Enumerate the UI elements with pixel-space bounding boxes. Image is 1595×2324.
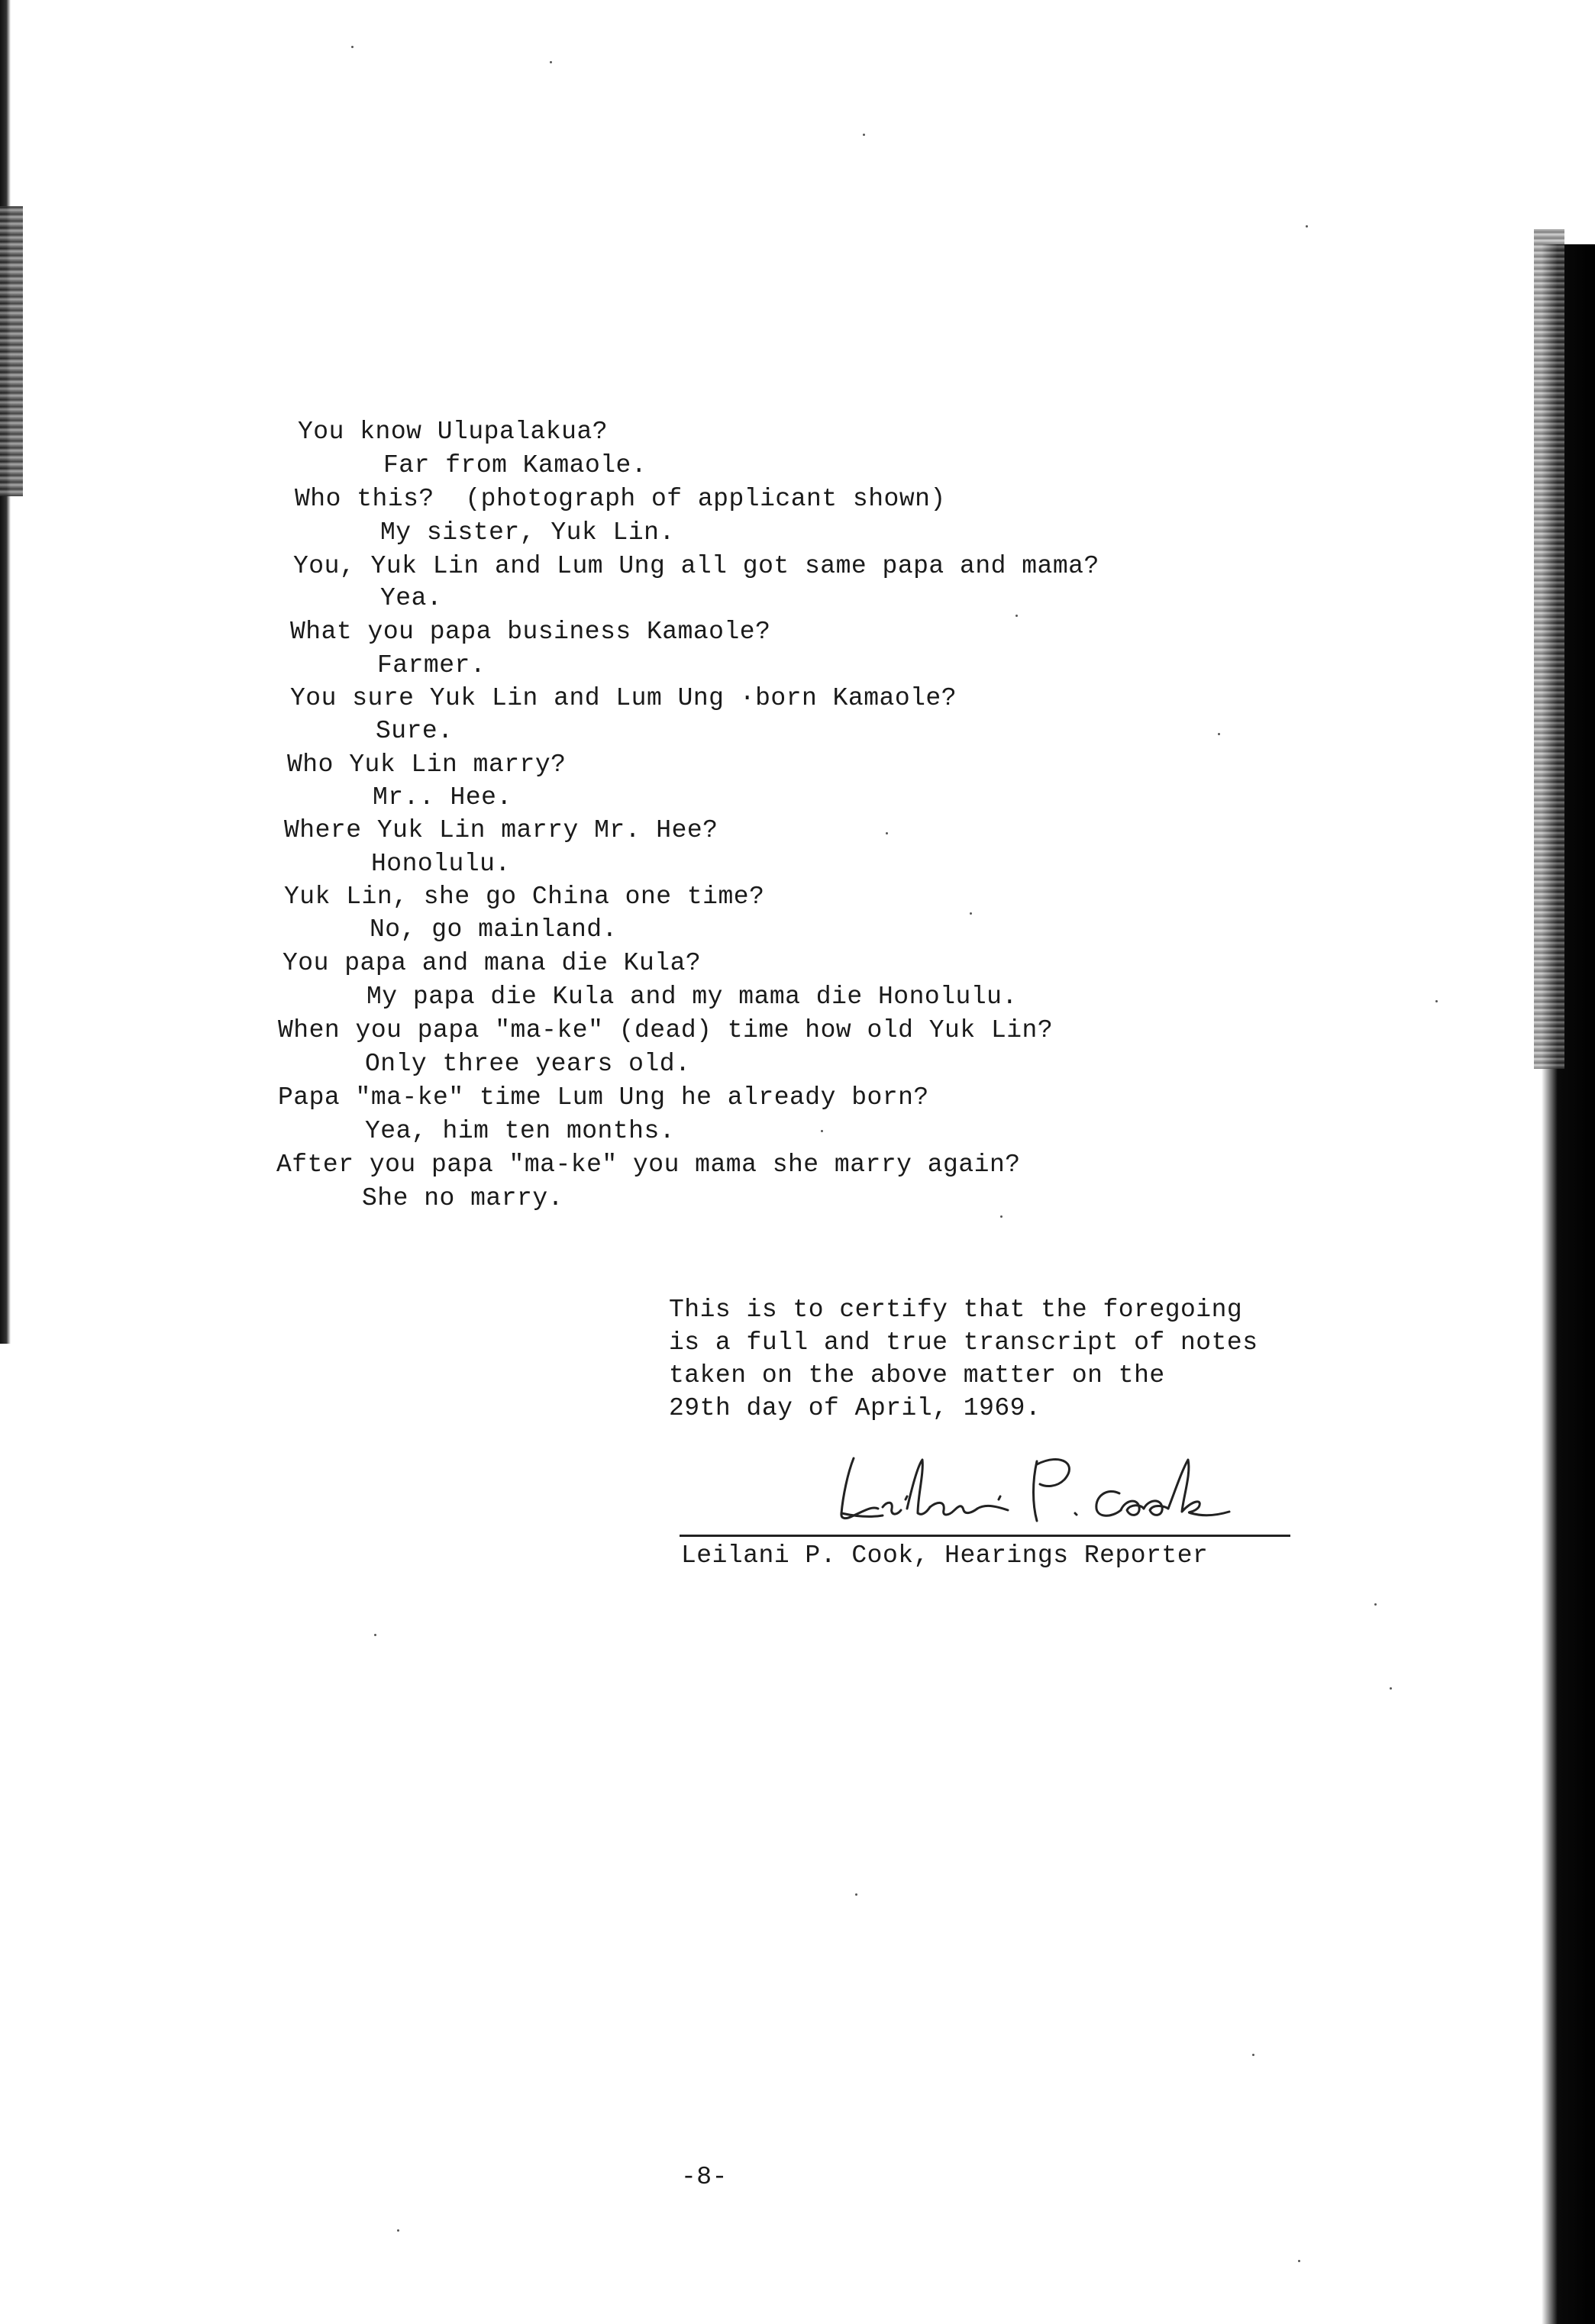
scan-speck bbox=[1252, 2054, 1254, 2056]
answer-line: My papa die Kula and my mama die Honolulu. bbox=[366, 983, 1018, 1011]
answer-line: Only three years old. bbox=[365, 1050, 691, 1078]
scan-speck bbox=[821, 1130, 823, 1132]
scan-speck bbox=[886, 832, 888, 834]
scan-speck bbox=[397, 2229, 399, 2232]
question-line: You know Ulupalakua? bbox=[298, 418, 609, 446]
scan-speck bbox=[863, 134, 865, 136]
scan-edge-left bbox=[0, 0, 11, 1344]
answer-line: Farmer. bbox=[377, 651, 486, 679]
question-line: You, Yuk Lin and Lum Ung all got same papa and mama? bbox=[293, 552, 1099, 580]
page-number: -8- bbox=[681, 2163, 728, 2191]
scan-speck bbox=[855, 1893, 857, 1896]
answer-line: Yea, him ten months. bbox=[365, 1117, 676, 1145]
scan-speck bbox=[550, 61, 552, 63]
scan-speck bbox=[970, 912, 972, 915]
question-line: Papa "ma-ke" time Lum Ung he already born? bbox=[278, 1083, 929, 1112]
scan-speck bbox=[374, 1634, 376, 1636]
scan-speck bbox=[1015, 615, 1018, 617]
answer-line: She no marry. bbox=[362, 1184, 563, 1212]
question-line: After you papa "ma-ke" you mama she marry again? bbox=[276, 1151, 1021, 1179]
scan-speck bbox=[351, 46, 354, 48]
certification-line: This is to certify that the foregoing bbox=[669, 1296, 1243, 1324]
answer-line: My sister, Yuk Lin. bbox=[380, 518, 675, 547]
certification-block bbox=[669, 1293, 1258, 1425]
answer-line: No, go mainland. bbox=[370, 915, 618, 944]
certification-line: taken on the above matter on the bbox=[669, 1361, 1165, 1390]
answer-line: Mr.. Hee. bbox=[373, 783, 512, 812]
reporter-name: Leilani P. Cook, Hearings Reporter bbox=[681, 1541, 1209, 1570]
answer-line: Honolulu. bbox=[371, 850, 511, 878]
question-line: Who Yuk Lin marry? bbox=[287, 750, 567, 779]
scan-speck bbox=[1218, 733, 1220, 735]
handwritten-signature bbox=[832, 1443, 1245, 1535]
question-line: What you papa business Kamaole? bbox=[290, 618, 771, 646]
scan-speck bbox=[1306, 225, 1308, 228]
scan-speck bbox=[1435, 1000, 1438, 1002]
answer-line: Yea. bbox=[380, 584, 443, 612]
question-line: Who this? (photograph of applicant shown) bbox=[295, 485, 946, 513]
scan-edge-left-band bbox=[0, 206, 23, 496]
question-line: You sure Yuk Lin and Lum Ung ·born Kamaole? bbox=[290, 684, 957, 712]
scan-speck bbox=[1374, 1603, 1377, 1606]
scan-speck bbox=[1000, 1215, 1003, 1218]
question-line: Yuk Lin, she go China one time? bbox=[284, 883, 765, 911]
answer-line: Far from Kamaole. bbox=[383, 451, 647, 479]
answer-line: Sure. bbox=[376, 717, 454, 745]
certification-line: 29th day of April, 1969. bbox=[669, 1394, 1041, 1422]
signature-line bbox=[680, 1535, 1290, 1537]
certification-line: is a full and true transcript of notes bbox=[669, 1328, 1258, 1357]
question-line: You papa and mana die Kula? bbox=[283, 949, 702, 977]
scan-speck bbox=[1390, 1687, 1392, 1690]
scan-edge-right-band bbox=[1534, 229, 1564, 1069]
question-line: Where Yuk Lin marry Mr. Hee? bbox=[284, 816, 718, 844]
scan-speck bbox=[1298, 2260, 1300, 2262]
question-line: When you papa "ma-ke" (dead) time how old Yuk Lin? bbox=[278, 1016, 1054, 1044]
